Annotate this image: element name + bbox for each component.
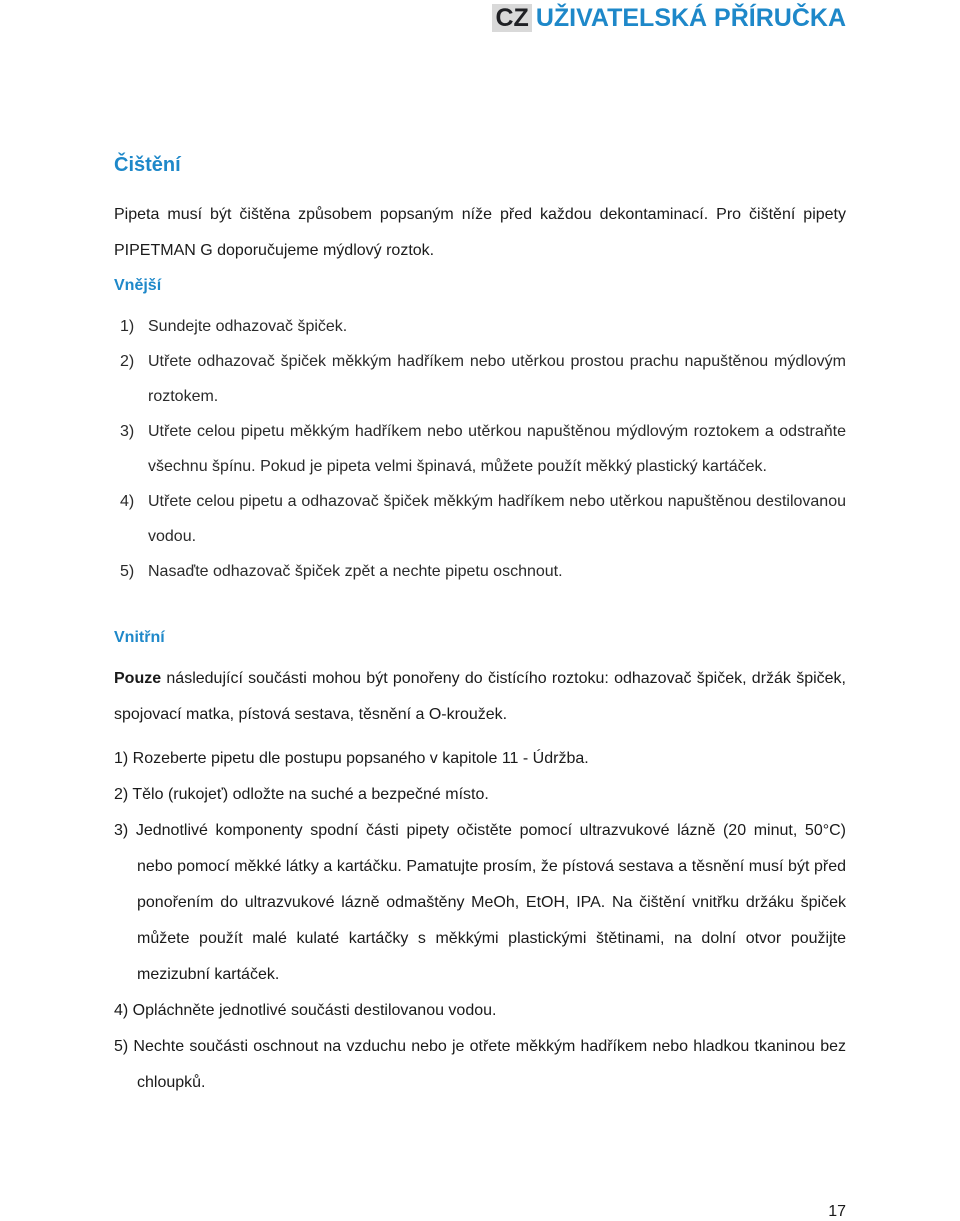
list-item: [114, 484, 846, 554]
internal-step: 2) Tělo (rukojeť) odložte na suché a bezpečné místo.: [114, 786, 489, 803]
page-header: [492, 4, 846, 33]
list-item-number: 3): [120, 423, 135, 440]
list-item-number: 2): [120, 353, 135, 370]
manual-title: UŽIVATELSKÁ PŘÍRUČKA: [535, 4, 846, 32]
list-item-text: Utřete celou pipetu měkkým hadříkem nebo utěrkou napuštěnou mýdlovým roztokem a odstraňte všechnu špínu. Pokud je pipeta velmi špinavá, můžete použít měkký plastický kartáček.: [148, 423, 846, 475]
external-steps-list: [114, 309, 846, 589]
list-item-text: Nasaďte odhazovač špiček zpět a nechte pipetu oschnout.: [148, 563, 563, 580]
list-item-number: 5): [120, 563, 135, 580]
external-heading: Vnější: [114, 277, 162, 294]
section-intro: Pipeta musí být čištěna způsobem popsaným níže před každou dekontaminací. Pro čištění pipety PIPETMAN G doporučujeme mýdlový roztok.: [114, 206, 846, 259]
list-item: [114, 554, 846, 589]
document-body: [114, 154, 846, 1101]
list-item-number: 4): [120, 493, 135, 510]
list-item: [114, 309, 846, 344]
internal-step: 3) Jednotlivé komponenty spodní části pipety očistěte pomocí ultrazvukové lázně (20 minut, 50°C) nebo pomocí měkké látky a kartáčku. Pamatujte prosím, že pístová sestava a těsnění musí být před ponořením do ultrazvukové lázně odmaštěny MeOh, EtOH, IPA. Na čištění vnitřku držáku špiček můžete použít malé kulaté kartáčky s měkkými plastickými štětinami, na dolní otvor použijte mezizubní kartáček.: [114, 822, 846, 983]
list-item: [114, 344, 846, 414]
internal-intro-text: následující součásti mohou být ponořeny do čistícího roztoku: odhazovač špiček, držák špiček, spojovací matka, pístová sestava, těsnění a O-kroužek.: [114, 670, 846, 723]
internal-step: 5) Nechte součásti oschnout na vzduchu nebo je otřete měkkým hadříkem nebo hladkou tkaninou bez chloupků.: [114, 1038, 846, 1091]
internal-heading: Vnitřní: [114, 629, 165, 646]
list-item-text: Utřete celou pipetu a odhazovač špiček měkkým hadříkem nebo utěrkou napuštěnou destilovanou vodou.: [148, 493, 846, 545]
internal-intro-bold: Pouze: [114, 670, 162, 687]
list-item-text: Utřete odhazovač špiček měkkým hadříkem nebo utěrkou prostou prachu napuštěnou mýdlovým roztokem.: [148, 353, 846, 405]
internal-intro: [114, 661, 846, 733]
internal-step: 1) Rozeberte pipetu dle postupu popsaného v kapitole 11 - Údržba.: [114, 750, 589, 767]
internal-step: 4) Opláchněte jednotlivé součásti destilovanou vodou.: [114, 1002, 497, 1019]
section-title: Čištění: [114, 154, 181, 176]
page-number: 17: [828, 1203, 846, 1220]
language-code: CZ: [492, 4, 531, 32]
list-item: [114, 414, 846, 484]
list-item-number: 1): [120, 318, 135, 335]
list-item-text: Sundejte odhazovač špiček.: [148, 318, 348, 335]
internal-steps-list: [114, 741, 846, 1101]
